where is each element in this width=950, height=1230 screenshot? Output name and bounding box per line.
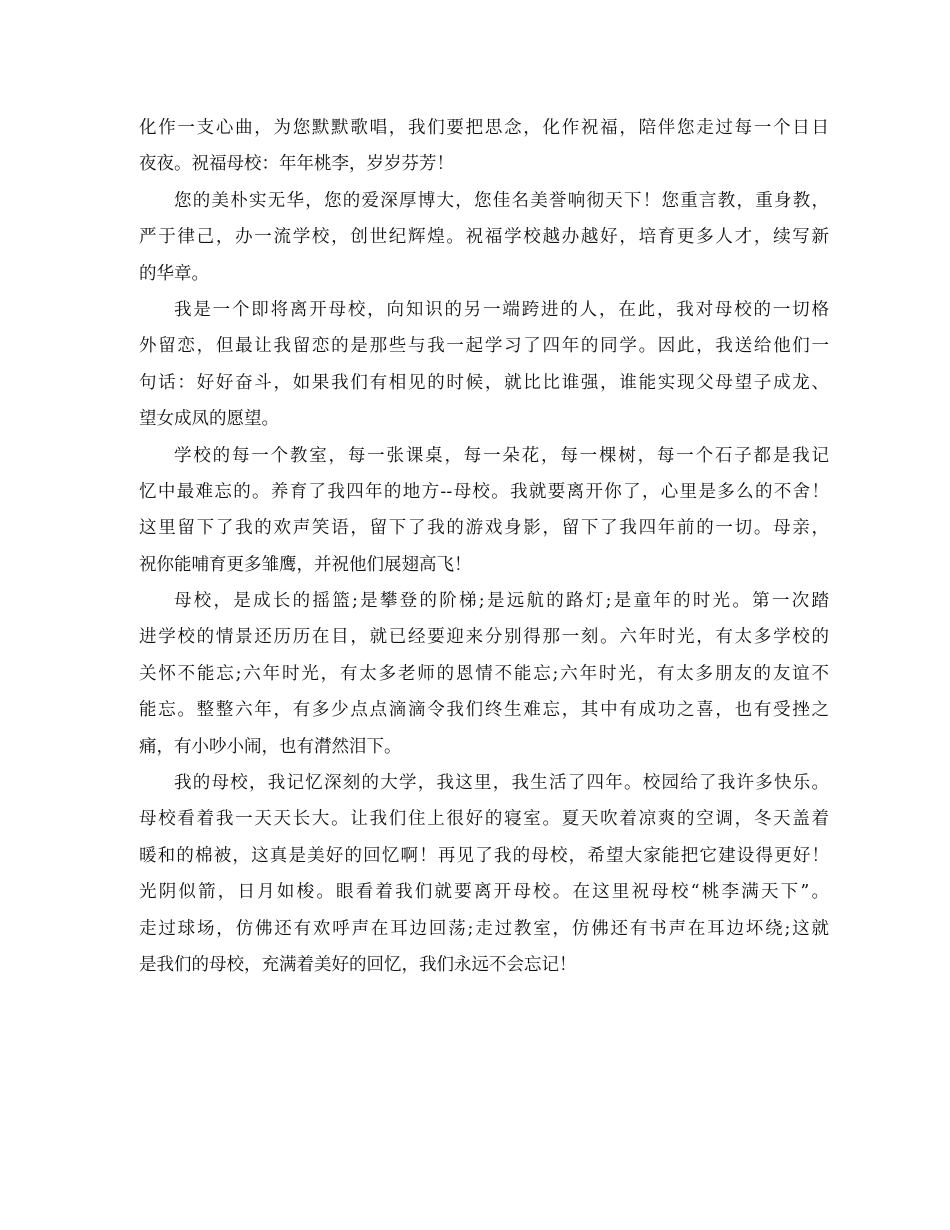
paragraph-first-line: 学校的每一个教室，每一张课桌，每一朵花，每一棵树，每一个石子都是我记 — [174, 445, 829, 466]
text-line: 光阴似箭，日月如梭。眼看着我们就要离开母校。在这里祝母校“桃李满天下”。 — [139, 882, 829, 903]
document-body — [139, 110, 829, 983]
text-line: 严于律己，办一流学校，创世纪辉煌。祝福学校越办越好，培育更多人才，续写新 — [139, 227, 829, 248]
text-line: 这里留下了我的欢声笑语，留下了我的游戏身影，留下了我四年前的一切。母亲， — [139, 518, 829, 539]
paragraph-first-line: 我是一个即将离开母校，向知识的另一端跨进的人，在此，我对母校的一切格 — [174, 299, 829, 320]
text-line: 暖和的棉被，这真是美好的回忆啊！再见了我的母校，希望大家能把它建设得更好！ — [139, 845, 829, 866]
text-line: 进学校的情景还历历在目，就已经要迎来分别得那一刻。六年时光，有太多学校的 — [139, 627, 829, 648]
text-line: 望女成凤的愿望。 — [139, 409, 279, 430]
text-line: 能忘。整整六年，有多少点点滴滴令我们终生难忘，其中有成功之喜，也有受挫之 — [139, 700, 829, 721]
text-line: 祝你能哺育更多雏鹰，并祝他们展翅高飞！ — [139, 554, 472, 575]
text-line: 母校看着我一天天长大。让我们住上很好的寝室。夏天吹着凉爽的空调，冬天盖着 — [139, 809, 829, 830]
text-line: 夜夜。祝福母校：年年桃李，岁岁芬芳！ — [139, 154, 454, 175]
text-line: 走过球场，仿佛还有欢呼声在耳边回荡;走过教室，仿佛还有书声在耳边坏绕;这就 — [139, 918, 829, 939]
text-line: 关怀不能忘;六年时光，有太多老师的恩情不能忘;六年时光，有太多朋友的友谊不 — [139, 663, 829, 684]
paragraph-first-line: 母校，是成长的摇篮;是攀登的阶梯;是远航的路灯;是童年的时光。第一次踏 — [174, 591, 829, 612]
text-line: 化作一支心曲，为您默默歌唱，我们要把思念，化作祝福，陪伴您走过每一个日日 — [139, 118, 829, 138]
text-line: 痛，有小吵小闹，也有潸然泪下。 — [139, 736, 402, 757]
text-line: 句话：好好奋斗，如果我们有相见的时候，就比比谁强，谁能实现父母望子成龙、 — [139, 372, 829, 393]
paragraph-first-line: 您的美朴实无华，您的爱深厚博大，您佳名美誉响彻天下！您重言教，重身教， — [174, 190, 829, 211]
text-line: 是我们的母校，充满着美好的回忆，我们永远不会忘记！ — [139, 954, 577, 975]
text-line: 忆中最难忘的。养育了我四年的地方--母校。我就要离开你了，心里是多么的不舍！ — [139, 481, 829, 502]
text-line: 外留恋，但最让我留恋的是那些与我一起学习了四年的同学。因此，我送给他们一 — [139, 336, 829, 357]
text-line: 的华章。 — [139, 263, 209, 284]
paragraph-first-line: 我的母校，我记忆深刻的大学，我这里，我生活了四年。校园给了我许多快乐。 — [174, 773, 829, 794]
